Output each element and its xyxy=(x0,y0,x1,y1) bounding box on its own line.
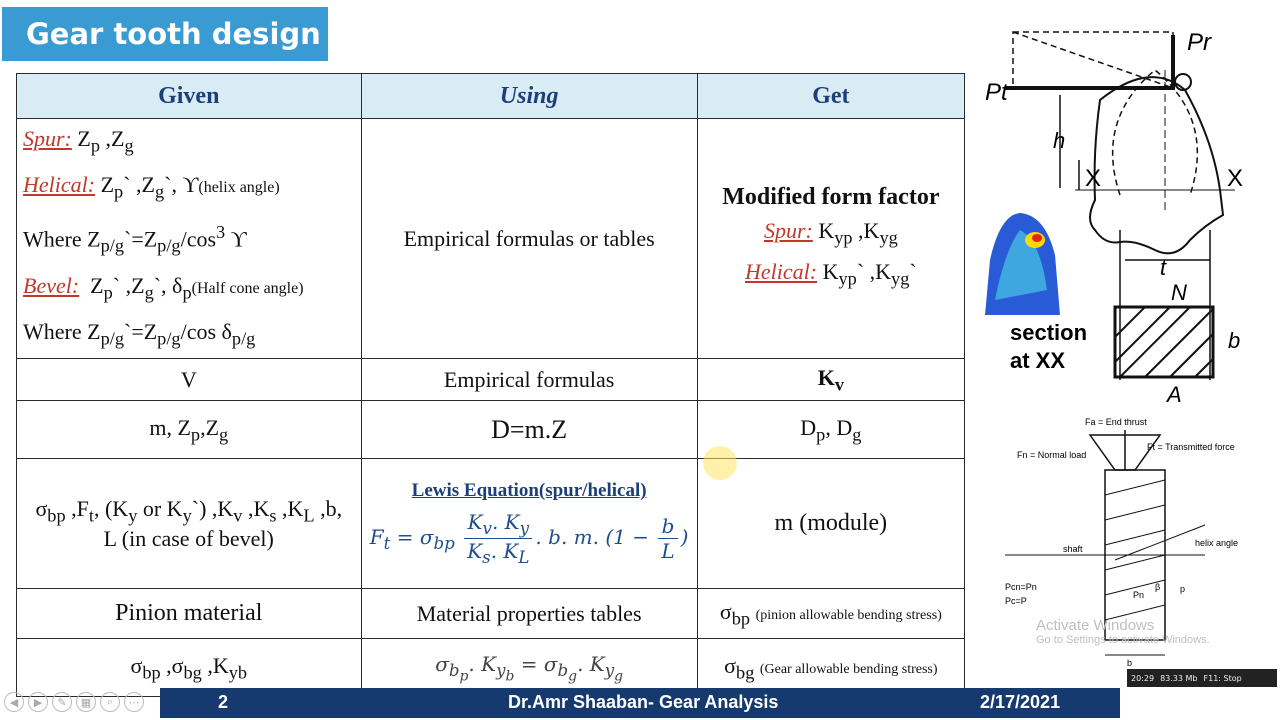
using-empirical-tables: Empirical formulas or tables xyxy=(361,119,697,359)
gear-design-table xyxy=(16,73,965,697)
label-pc: Pc=P xyxy=(1005,596,1027,606)
label-helix-angle: helix angle xyxy=(1195,538,1239,548)
given-cell-teeth: Spur: $Z_p$ $,Z_g$ Helical: $Z_p`$ $,Z_g`$, ϒ(helix angle) Where $Z_{p/g}`=Z_{p/g}/\cos^3$ ϒ Bevel: $Z_p`$ $,Z_g`$, $\delta_p(Half$ cone angle) Where $Z_{p/g}`=Z_{p/g}/\cos$ $\delta_{p/g}$ xyxy=(17,119,362,359)
fea-stress-image xyxy=(985,213,1060,315)
header-get: Get xyxy=(697,74,964,119)
label-section: section xyxy=(1010,320,1088,345)
table-row xyxy=(17,459,965,589)
pointer-highlight xyxy=(703,446,737,480)
spur-label: Spur: xyxy=(23,126,72,151)
get-pinion-stress: $\sigma_{bp}$ (pinion allowable bending stress) xyxy=(697,589,964,639)
label-normal-load: Fn = Normal load xyxy=(1017,450,1087,460)
footer-date: 2/17/2021 xyxy=(980,692,1061,712)
header-using: Using xyxy=(361,74,697,119)
footer-bar xyxy=(160,688,1120,718)
label-pcn: Pcn=Pn xyxy=(1005,582,1037,592)
using-material-tables: Material properties tables xyxy=(361,589,697,639)
slide-nav-controls xyxy=(4,692,144,718)
helical-label: Helical: xyxy=(23,172,96,198)
using-lewis xyxy=(361,459,697,589)
label-pn: Pn xyxy=(1133,590,1145,600)
table-row xyxy=(17,401,965,459)
page-number: 2 xyxy=(218,692,229,712)
label-b: b xyxy=(1228,328,1241,353)
label-t: t xyxy=(1160,255,1167,280)
label-x-left: X xyxy=(1085,165,1102,192)
get-kv: $K_v$ xyxy=(697,359,964,401)
table-row xyxy=(17,359,965,401)
given-module: m, $Z_p,Z_g$ xyxy=(17,401,362,459)
table-row xyxy=(17,589,965,639)
given-velocity: V xyxy=(17,359,362,401)
zoom-icon[interactable]: ⌕ xyxy=(100,692,120,712)
label-pr: Pr xyxy=(1187,29,1211,56)
activation-watermark: Activate Windows Go to Settings to activate Windows. xyxy=(1036,617,1210,646)
label-x-right: X xyxy=(1227,165,1244,192)
given-stresses: $\sigma_{bp}$ $,\sigma_{bg}$ $,K_{yb}$ xyxy=(17,639,362,697)
table-row xyxy=(17,119,965,359)
gear-tooth-diagrams xyxy=(975,0,1280,690)
label-pt: Pt xyxy=(985,79,1008,106)
lewis-title: Lewis Equation(spur/helical) xyxy=(411,480,647,502)
slide-title: Gear tooth design xyxy=(2,7,328,61)
next-icon[interactable]: ▶ xyxy=(28,692,48,712)
get-module: m (module) xyxy=(697,459,964,589)
section-rectangle xyxy=(1115,280,1240,407)
using-stress-ratio: $\sigma_{b_p}$. $K_{y_b} = \sigma_{b_g}$. $K_{y_g}$ xyxy=(361,639,697,697)
using-diameter-formula: D=m.Z xyxy=(361,401,697,459)
given-stress-factors: $\sigma_{bp}$ $,F_t$, ($K_y$ or $K_y`$) $,K_v$ $,K_s$ $,K_L$ ,b, L (in case of bevel) xyxy=(17,459,362,589)
given-pinion-material: Pinion material xyxy=(17,589,362,639)
prev-icon[interactable]: ◀ xyxy=(4,692,24,712)
table-header-row xyxy=(17,74,965,119)
label-h: h xyxy=(1053,128,1066,153)
label-beta: β xyxy=(1155,582,1161,592)
label-b2: b xyxy=(1127,658,1133,668)
lewis-formula: $F_t = \sigma_{bp}$ $\frac{K_v. K_y}{K_s. K_L}$ . b. m. (1 − $\frac{b}{L}$ ) xyxy=(369,510,689,568)
footer-author: Dr.Amr Shaaban- Gear Analysis xyxy=(508,692,779,712)
bevel-label: Bevel: xyxy=(23,272,80,298)
using-empirical: Empirical formulas xyxy=(361,359,697,401)
header-given: Given xyxy=(17,74,362,119)
pen-icon[interactable]: ✎ xyxy=(52,692,72,712)
recording-status: 20:29 83.33 Mb F11: Stop xyxy=(1127,669,1277,687)
get-diameters: $D_p$, $D_g$ xyxy=(697,401,964,459)
label-end-thrust: Fa = End thrust xyxy=(1085,417,1147,427)
label-shaft: shaft xyxy=(1063,544,1083,554)
get-gear-stress: $\sigma_{bg}$ (Gear allowable bending stress) xyxy=(697,639,964,697)
more-icon[interactable]: ⋯ xyxy=(124,692,144,712)
label-p: p xyxy=(1180,584,1186,594)
label-n: N xyxy=(1171,280,1187,305)
label-at-xx: at XX xyxy=(1010,348,1066,373)
label-transmitted: Ft = Transmitted force xyxy=(1147,442,1235,452)
slides-icon[interactable]: ▦ xyxy=(76,692,96,712)
label-a: A xyxy=(1167,382,1182,407)
get-form-factor: Modified form factor Spur: $K_{yp}$ $,K_{yg}$ Helical: $K_{yp}`$ $,K_{yg}`$ xyxy=(697,119,964,359)
